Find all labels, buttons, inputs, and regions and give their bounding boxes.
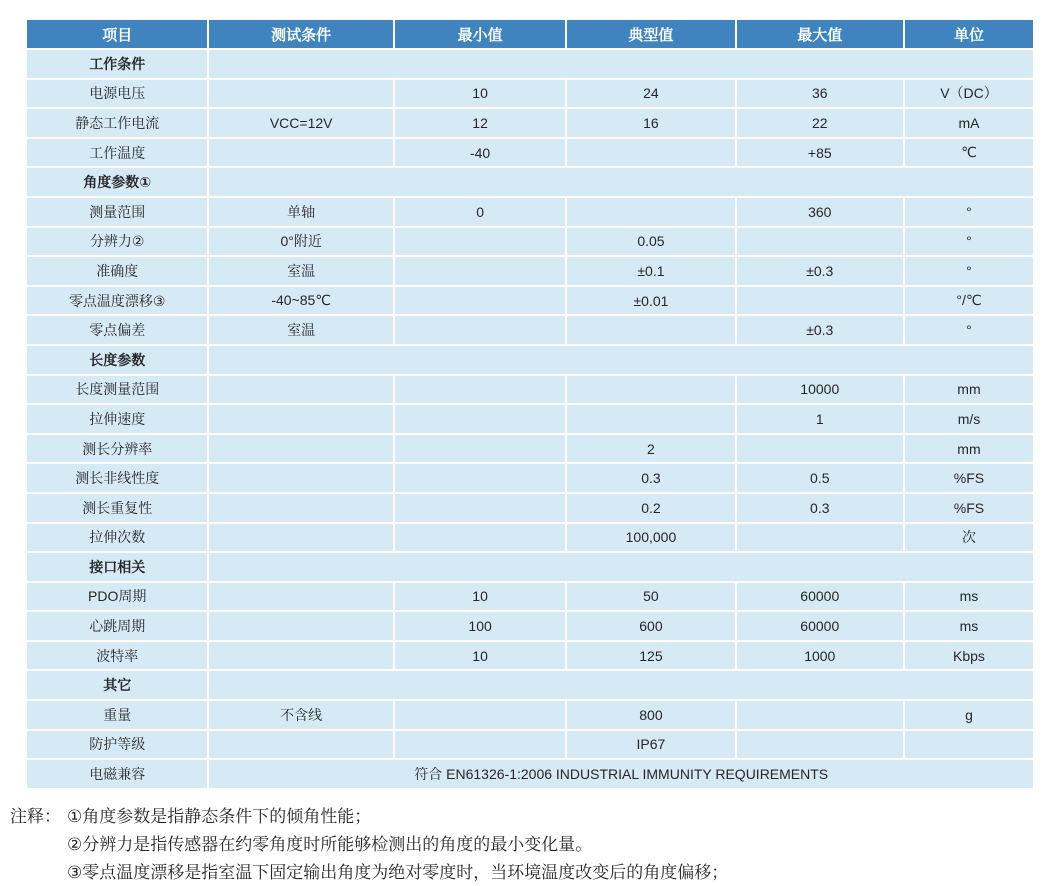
max-cell: 36: [736, 79, 904, 109]
max-cell: [736, 700, 904, 730]
max-cell: 0.5: [736, 463, 904, 493]
condition-cell: [208, 730, 393, 760]
max-cell: 1000: [736, 641, 904, 671]
unit-cell: °: [904, 197, 1034, 227]
condition-cell: [208, 641, 393, 671]
condition-cell: 不含线: [208, 700, 393, 730]
min-cell: [394, 315, 566, 345]
item-label: 零点偏差: [26, 315, 208, 345]
item-label: 心跳周期: [26, 611, 208, 641]
item-label: 静态工作电流: [26, 108, 208, 138]
table-row: [26, 256, 1034, 286]
table-row: [26, 286, 1034, 316]
unit-cell: [904, 730, 1034, 760]
header-item: 项目: [26, 19, 208, 49]
typical-cell: 50: [566, 582, 735, 612]
typical-cell: 800: [566, 700, 735, 730]
notes-label: 注释：: [10, 807, 61, 826]
item-label: 拉伸速度: [26, 404, 208, 434]
span-value: 符合 EN61326-1:2006 INDUSTRIAL IMMUNITY REQUIREMENTS: [208, 759, 1034, 789]
item-label: 重量: [26, 700, 208, 730]
condition-cell: [208, 79, 393, 109]
min-cell: [394, 493, 566, 523]
note-line-2: ②分辨力是指传感器在约零角度时所能够检测出的角度的最小变化量。: [67, 835, 593, 854]
condition-cell: 单轴: [208, 197, 393, 227]
section-label: 角度参数①: [26, 167, 208, 197]
note-lines: [67, 803, 728, 886]
table-row: [26, 138, 1034, 168]
min-cell: 100: [394, 611, 566, 641]
max-cell: 10000: [736, 375, 904, 405]
typical-cell: 600: [566, 611, 735, 641]
item-label: 工作温度: [26, 138, 208, 168]
unit-cell: mA: [904, 108, 1034, 138]
table-row: [26, 375, 1034, 405]
max-cell: [736, 286, 904, 316]
max-cell: 60000: [736, 611, 904, 641]
typical-cell: 24: [566, 79, 735, 109]
max-cell: 360: [736, 197, 904, 227]
header-max: 最大值: [736, 19, 904, 49]
typical-cell: [566, 315, 735, 345]
item-label: 测量范围: [26, 197, 208, 227]
item-label: 分辨力②: [26, 227, 208, 257]
section-label: 长度参数: [26, 345, 208, 375]
table-row: [26, 611, 1034, 641]
section-row: [26, 167, 1034, 197]
item-label: 测长分辨率: [26, 434, 208, 464]
condition-cell: [208, 138, 393, 168]
condition-cell: [208, 404, 393, 434]
section-empty-cell: [208, 167, 1034, 197]
unit-cell: Kbps: [904, 641, 1034, 671]
item-label: 准确度: [26, 256, 208, 286]
min-cell: 10: [394, 641, 566, 671]
max-cell: 22: [736, 108, 904, 138]
header-unit: 单位: [904, 19, 1034, 49]
max-cell: +85: [736, 138, 904, 168]
max-cell: [736, 227, 904, 257]
typical-cell: IP67: [566, 730, 735, 760]
item-label: 波特率: [26, 641, 208, 671]
min-cell: -40: [394, 138, 566, 168]
item-label: 长度测量范围: [26, 375, 208, 405]
section-label: 接口相关: [26, 552, 208, 582]
section-row: [26, 49, 1034, 79]
typical-cell: [566, 404, 735, 434]
min-cell: [394, 700, 566, 730]
max-cell: ±0.3: [736, 256, 904, 286]
unit-cell: m/s: [904, 404, 1034, 434]
section-label: 其它: [26, 670, 208, 700]
unit-cell: °: [904, 256, 1034, 286]
item-label: 测长重复性: [26, 493, 208, 523]
typical-cell: 125: [566, 641, 735, 671]
typical-cell: [566, 138, 735, 168]
spec-table-body: [26, 49, 1034, 789]
condition-cell: [208, 463, 393, 493]
max-cell: 0.3: [736, 493, 904, 523]
item-label: 零点温度漂移③: [26, 286, 208, 316]
typical-cell: [566, 197, 735, 227]
unit-cell: °: [904, 227, 1034, 257]
unit-cell: mm: [904, 434, 1034, 464]
condition-cell: 室温: [208, 256, 393, 286]
min-cell: 12: [394, 108, 566, 138]
unit-cell: %FS: [904, 493, 1034, 523]
condition-cell: [208, 582, 393, 612]
typical-cell: ±0.1: [566, 256, 735, 286]
table-header-row: [26, 19, 1034, 49]
header-test-condition: 测试条件: [208, 19, 393, 49]
unit-cell: 次: [904, 523, 1034, 553]
table-row: [26, 523, 1034, 553]
table-row: [26, 493, 1034, 523]
max-cell: [736, 434, 904, 464]
min-cell: 10: [394, 79, 566, 109]
min-cell: 0: [394, 197, 566, 227]
min-cell: [394, 434, 566, 464]
note-line-3: ③零点温度漂移是指室温下固定输出角度为绝对零度时，当环境温度改变后的角度偏移；: [67, 863, 729, 882]
max-cell: [736, 730, 904, 760]
typical-cell: 2: [566, 434, 735, 464]
unit-cell: g: [904, 700, 1034, 730]
condition-cell: [208, 611, 393, 641]
section-empty-cell: [208, 49, 1034, 79]
span-row: [26, 759, 1034, 789]
section-empty-cell: [208, 345, 1034, 375]
typical-cell: 100,000: [566, 523, 735, 553]
condition-cell: [208, 434, 393, 464]
table-row: [26, 434, 1034, 464]
table-row: [26, 108, 1034, 138]
section-row: [26, 670, 1034, 700]
section-empty-cell: [208, 552, 1034, 582]
min-cell: [394, 286, 566, 316]
unit-cell: %FS: [904, 463, 1034, 493]
typical-cell: 16: [566, 108, 735, 138]
min-cell: [394, 256, 566, 286]
item-label: PDO周期: [26, 582, 208, 612]
max-cell: 60000: [736, 582, 904, 612]
typical-cell: 0.2: [566, 493, 735, 523]
max-cell: 1: [736, 404, 904, 434]
typical-cell: ±0.01: [566, 286, 735, 316]
typical-cell: 0.05: [566, 227, 735, 257]
section-label: 工作条件: [26, 49, 208, 79]
table-row: [26, 582, 1034, 612]
condition-cell: [208, 523, 393, 553]
spec-table: [25, 18, 1035, 790]
unit-cell: °/℃: [904, 286, 1034, 316]
typical-cell: [566, 375, 735, 405]
table-row: [26, 730, 1034, 760]
header-typical: 典型值: [566, 19, 735, 49]
item-label: 电源电压: [26, 79, 208, 109]
condition-cell: -40~85℃: [208, 286, 393, 316]
item-label: 防护等级: [26, 730, 208, 760]
unit-cell: mm: [904, 375, 1034, 405]
condition-cell: VCC=12V: [208, 108, 393, 138]
note-line-1: ①角度参数是指静态条件下的倾角性能；: [67, 807, 372, 826]
section-empty-cell: [208, 670, 1034, 700]
min-cell: [394, 375, 566, 405]
condition-cell: [208, 375, 393, 405]
item-label: 测长非线性度: [26, 463, 208, 493]
typical-cell: 0.3: [566, 463, 735, 493]
item-label: 拉伸次数: [26, 523, 208, 553]
unit-cell: ℃: [904, 138, 1034, 168]
min-cell: [394, 523, 566, 553]
unit-cell: ms: [904, 611, 1034, 641]
min-cell: [394, 404, 566, 434]
section-row: [26, 345, 1034, 375]
table-row: [26, 79, 1034, 109]
max-cell: ±0.3: [736, 315, 904, 345]
condition-cell: 0°附近: [208, 227, 393, 257]
item-label: 电磁兼容: [26, 759, 208, 789]
min-cell: [394, 730, 566, 760]
unit-cell: ms: [904, 582, 1034, 612]
table-row: [26, 641, 1034, 671]
table-row: [26, 700, 1034, 730]
unit-cell: °: [904, 315, 1034, 345]
condition-cell: 室温: [208, 315, 393, 345]
min-cell: 10: [394, 582, 566, 612]
notes: [10, 803, 728, 886]
table-row: [26, 227, 1034, 257]
section-row: [26, 552, 1034, 582]
max-cell: [736, 523, 904, 553]
table-row: [26, 315, 1034, 345]
unit-cell: V（DC）: [904, 79, 1034, 109]
table-row: [26, 404, 1034, 434]
condition-cell: [208, 493, 393, 523]
table-row: [26, 197, 1034, 227]
table-row: [26, 463, 1034, 493]
min-cell: [394, 227, 566, 257]
header-min: 最小值: [394, 19, 566, 49]
min-cell: [394, 463, 566, 493]
